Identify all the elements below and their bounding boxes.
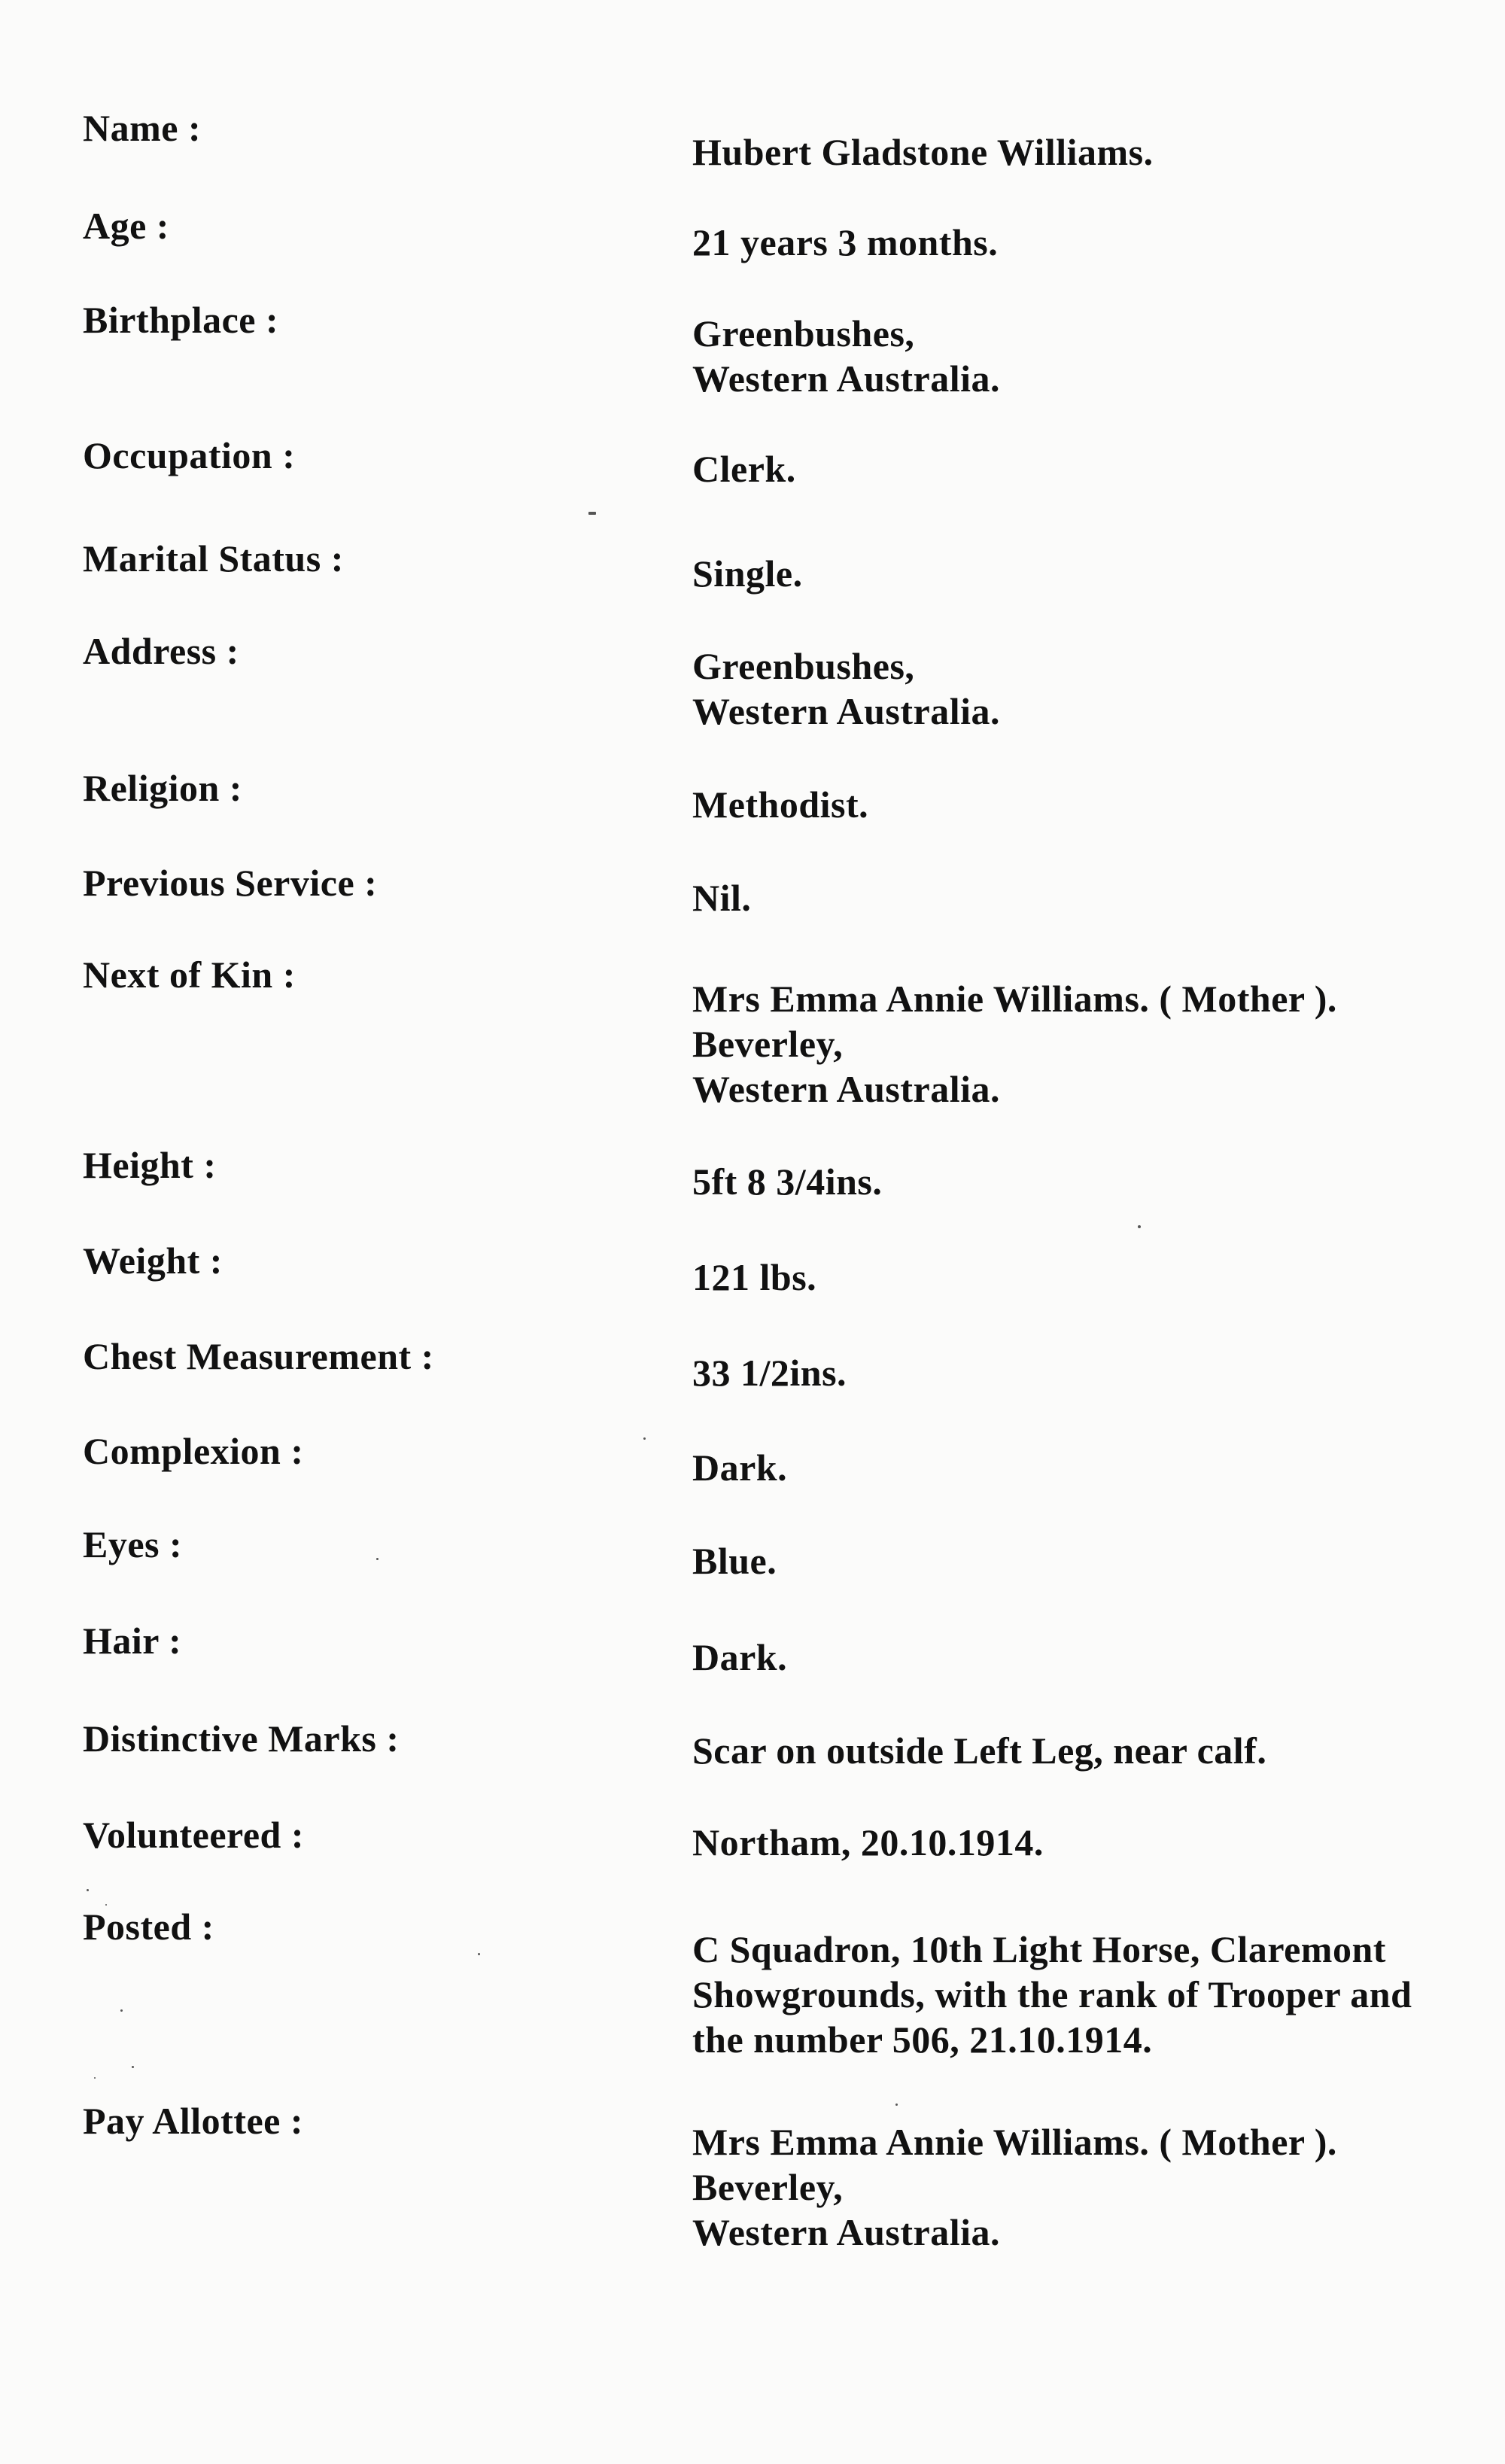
scan-speck <box>1138 1225 1141 1228</box>
birthplace-label: Birthplace : <box>83 299 279 341</box>
weight-label: Weight : <box>83 1240 223 1282</box>
height-value <box>692 1159 1475 1204</box>
pay-allottee-value-line-3: Western Australia. <box>692 2211 1000 2253</box>
scan-speck <box>376 1558 379 1560</box>
complexion-value <box>692 1445 1475 1490</box>
address-label: Address : <box>83 630 239 672</box>
posted-value-line-1: C Squadron, 10th Light Horse, Claremont <box>692 1928 1386 1970</box>
posted-value-line-2: Showgrounds, with the rank of Trooper and <box>692 1973 1412 2015</box>
religion-value-line: Methodist. <box>692 783 869 826</box>
scan-speck <box>643 1437 646 1440</box>
birthplace-value-line-1: Greenbushes, <box>692 312 915 354</box>
chest-measurement-value-line: 33 1/2ins. <box>692 1352 847 1394</box>
name-value <box>692 129 1475 175</box>
height-value-line: 5ft 8 3/4ins. <box>692 1161 883 1203</box>
previous-service-label: Previous Service : <box>83 862 378 904</box>
pay-allottee-value <box>692 2119 1475 2255</box>
volunteered-value-line: Northam, 20.10.1914. <box>692 1821 1044 1863</box>
scan-speck <box>120 2009 123 2012</box>
chest-measurement-label: Chest Measurement : <box>83 1335 434 1377</box>
marital-status-value-line: Single. <box>692 552 803 595</box>
next-of-kin-label: Next of Kin : <box>83 954 296 996</box>
age-value-line: 21 years 3 months. <box>692 221 999 263</box>
scan-speck <box>895 2104 898 2106</box>
religion-label: Religion : <box>83 767 242 809</box>
address-value-line-1: Greenbushes, <box>692 645 915 687</box>
previous-service-value-line: Nil. <box>692 877 752 919</box>
complexion-label: Complexion : <box>83 1430 304 1472</box>
next-of-kin-value-line-2: Beverley, <box>692 1023 844 1065</box>
chest-measurement-value <box>692 1350 1475 1395</box>
birthplace-value <box>692 311 1475 401</box>
marital-status-value <box>692 551 1475 596</box>
next-of-kin-value <box>692 976 1475 1112</box>
marital-status-label: Marital Status : <box>83 537 344 579</box>
weight-value-line: 121 lbs. <box>692 1256 817 1298</box>
scan-speck <box>105 1904 107 1906</box>
weight-value <box>692 1255 1475 1300</box>
distinctive-marks-value <box>692 1728 1475 1773</box>
next-of-kin-value-line-1: Mrs Emma Annie Williams. ( Mother ). <box>692 978 1337 1020</box>
name-label: Name : <box>83 107 202 149</box>
posted-label: Posted : <box>83 1906 214 1948</box>
pay-allottee-value-line-2: Beverley, <box>692 2166 844 2208</box>
name-value-line: Hubert Gladstone Williams. <box>692 131 1154 173</box>
address-value-line-2: Western Australia. <box>692 690 1000 732</box>
hair-value <box>692 1635 1475 1680</box>
posted-value-line-3: the number 506, 21.10.1914. <box>692 2018 1153 2061</box>
volunteered-label: Volunteered : <box>83 1814 304 1856</box>
scan-speck <box>94 2077 96 2079</box>
next-of-kin-value-line-3: Western Australia. <box>692 1068 1000 1110</box>
age-value <box>692 220 1475 265</box>
distinctive-marks-value-line: Scar on outside Left Leg, near calf. <box>692 1729 1267 1772</box>
scan-speck <box>478 1953 480 1955</box>
address-value <box>692 643 1475 734</box>
complexion-value-line: Dark. <box>692 1446 788 1489</box>
pay-allottee-value-line-1: Mrs Emma Annie Williams. ( Mother ). <box>692 2121 1337 2163</box>
posted-value <box>692 1927 1475 2062</box>
eyes-value-line: Blue. <box>692 1540 777 1582</box>
birthplace-value-line-2: Western Australia. <box>692 357 1000 400</box>
religion-value <box>692 782 1475 827</box>
distinctive-marks-label: Distinctive Marks : <box>83 1717 400 1760</box>
volunteered-value <box>692 1820 1475 1865</box>
age-label: Age : <box>83 205 169 247</box>
eyes-label: Eyes : <box>83 1523 183 1565</box>
eyes-value <box>692 1538 1475 1583</box>
occupation-value <box>692 446 1475 491</box>
hair-label: Hair : <box>83 1620 182 1662</box>
hair-value-line: Dark. <box>692 1636 788 1678</box>
occupation-label: Occupation : <box>83 434 296 476</box>
height-label: Height : <box>83 1144 217 1186</box>
pay-allottee-label: Pay Allottee : <box>83 2100 304 2142</box>
scan-speck <box>588 512 596 515</box>
previous-service-value <box>692 875 1475 920</box>
occupation-value-line: Clerk. <box>692 448 796 490</box>
scan-speck <box>132 2066 134 2068</box>
scan-speck <box>87 1889 89 1891</box>
